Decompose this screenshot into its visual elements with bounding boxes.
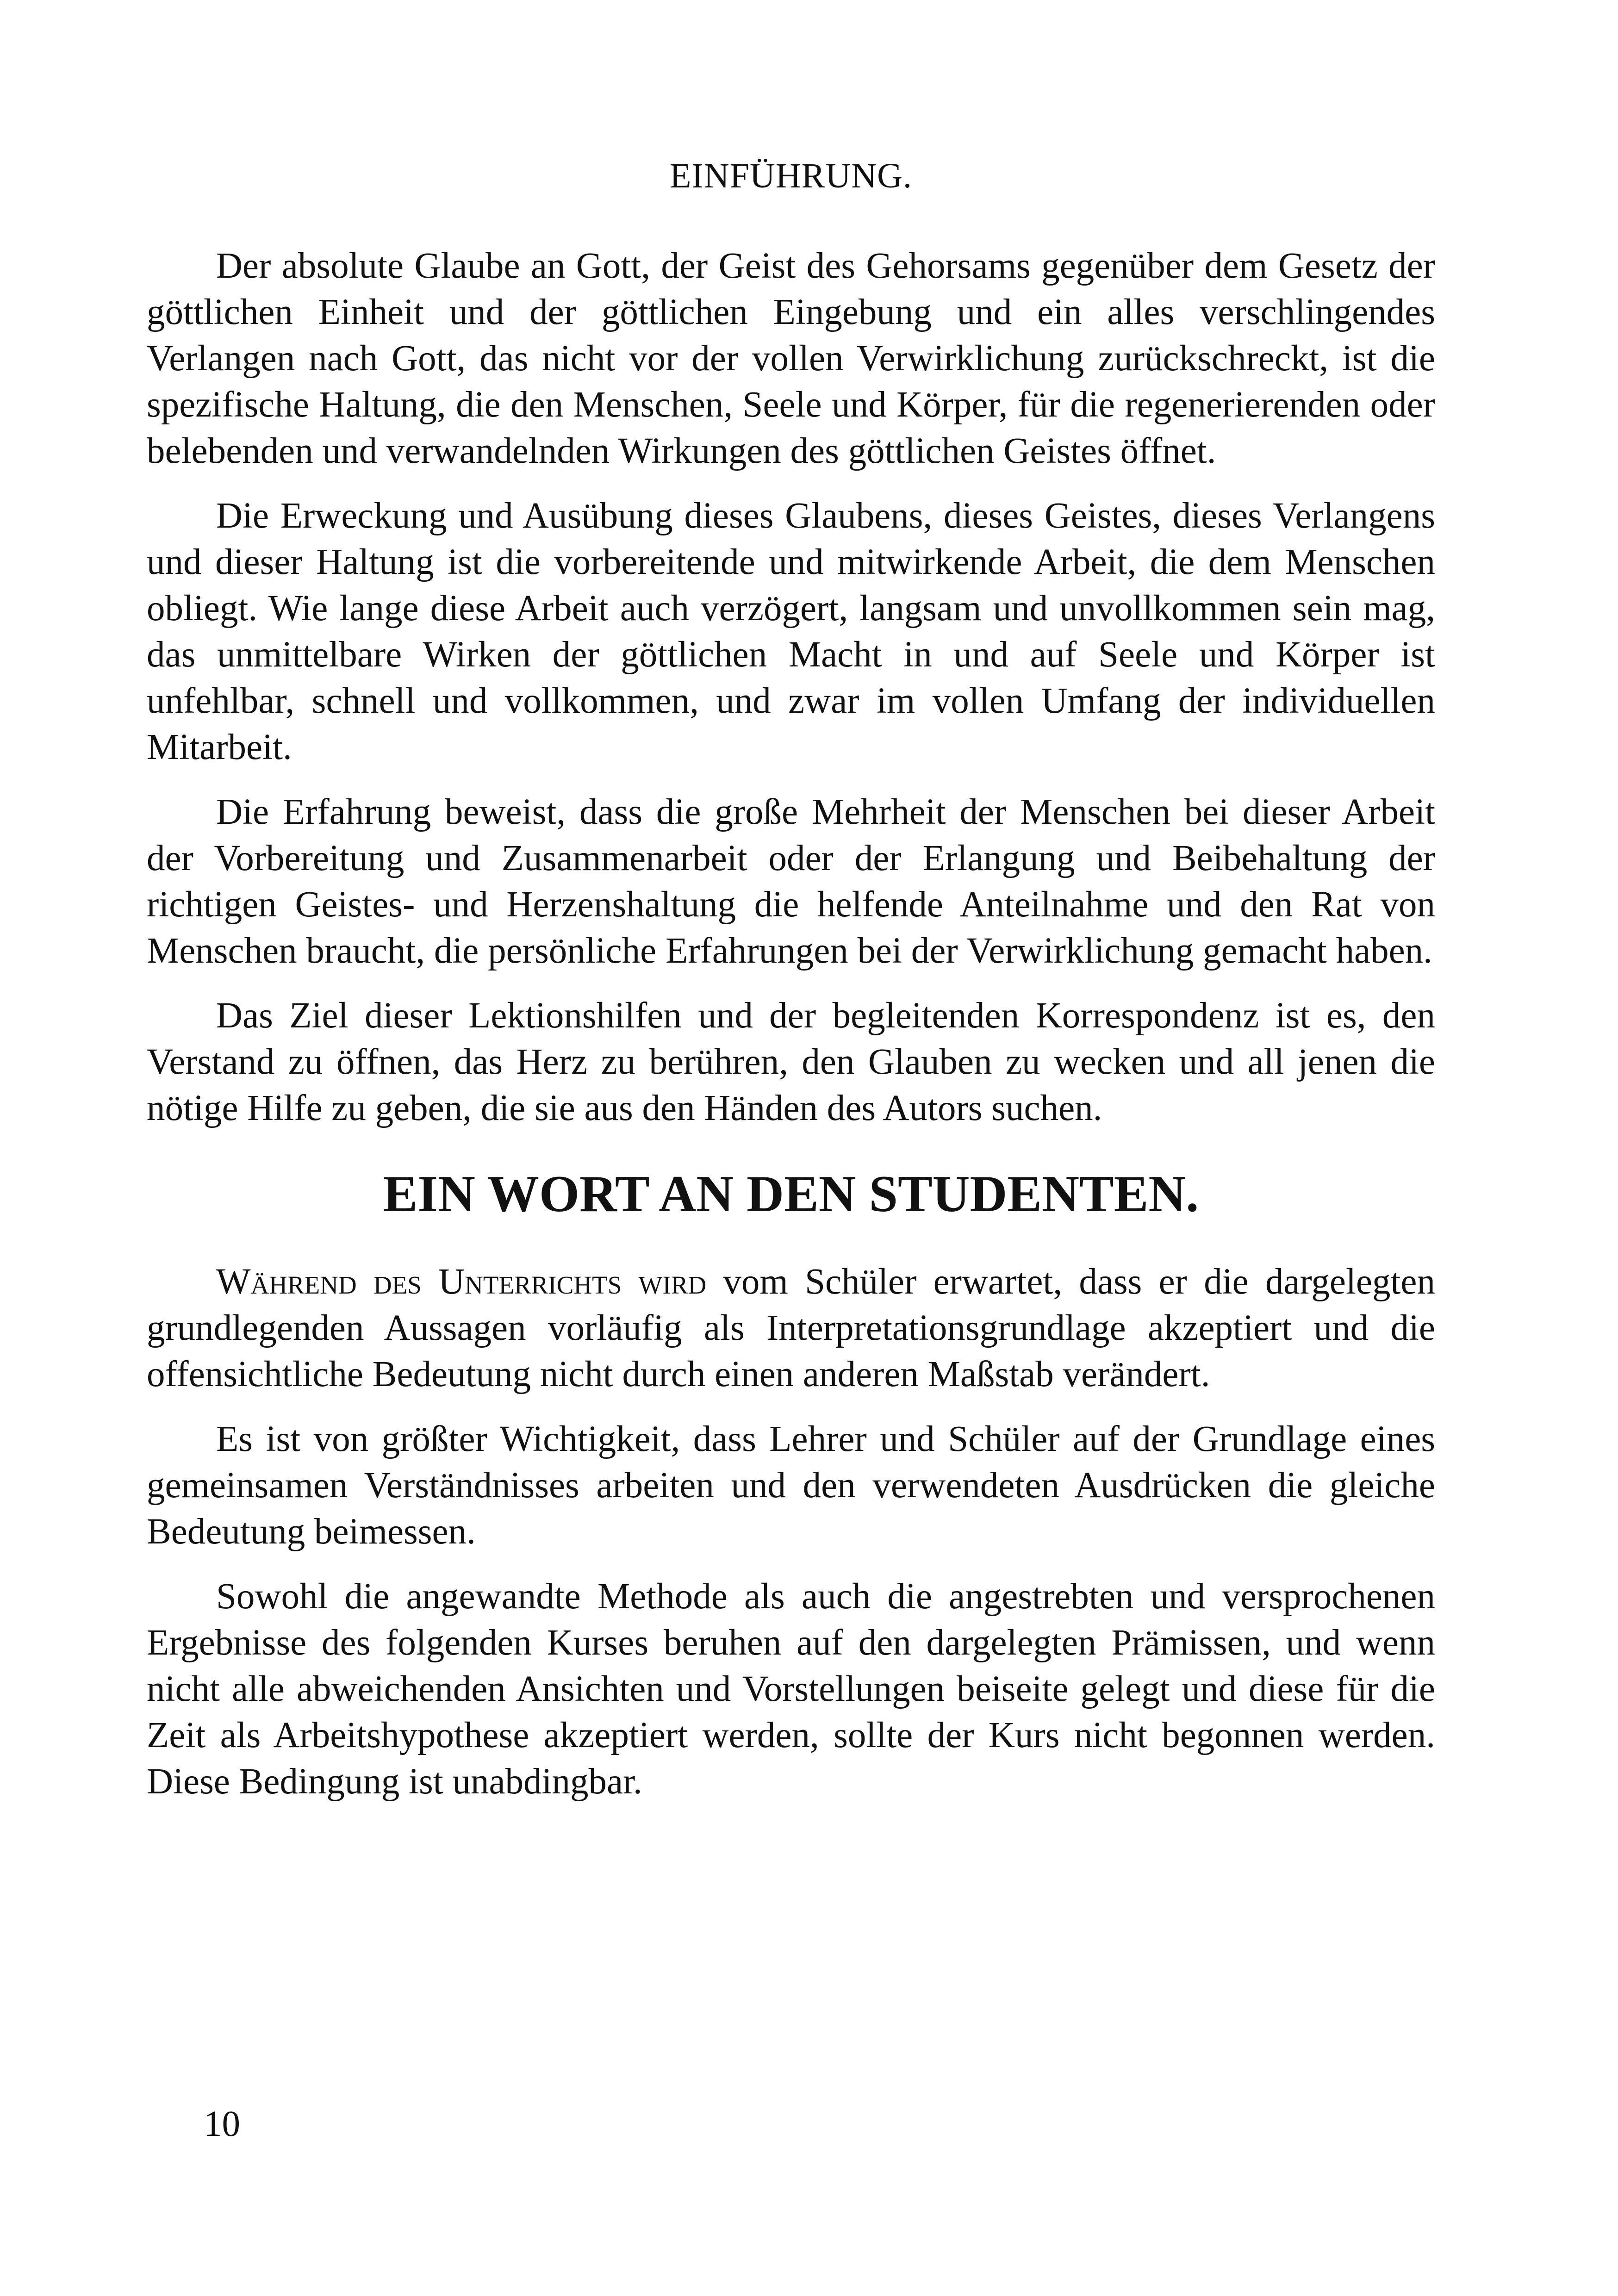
student-paragraph-1-rest: vom Schüler erwartet, dass er die dargelegten grundlegenden Aussagen vorläufig als Interpretationsgrundlage akzeptiert und die offensichtliche Bedeutung nicht durch einen anderen Maßstab verändert. bbox=[147, 1262, 1435, 1394]
student-paragraph-3: Sowohl die angewandte Methode als auch die angestrebten und versprochenen Ergebnisse des folgenden Kurses beruhen auf den dargelegten Prämissen, und wenn nicht alle abweichenden Ansichten und Vorstellungen beiseite gelegt und diese für die Zeit als Arbeitshypothese akzeptiert werden, sollte der Kurs nicht begonnen werden. Diese Bedingung ist unabdingbar. bbox=[147, 1576, 1435, 1802]
page-number: 10 bbox=[204, 2104, 240, 2144]
intro-paragraph-4: Das Ziel dieser Lektionshilfen und der begleitenden Korrespondenz ist es, den Verstand zu öffnen, das Herz zu berühren, den Glauben zu wecken und all jenen die nötige Hilfe zu geben, die sie aus den Händen des Autors suchen. bbox=[147, 996, 1435, 1128]
intro-paragraph-1: Der absolute Glaube an Gott, der Geist des Gehorsams gegenüber dem Gesetz der göttlichen Einheit und der göttlichen Eingebung und ein alles verschlingendes Verlangen nach Gott, das nicht vor der vollen Verwirklichung zurückschreckt, ist die spezifische Haltung, die den Menschen, Seele und Körper, für die regenerierenden oder belebenden und verwandelnden Wirkungen des göttlichen Geistes öffnet. bbox=[147, 246, 1435, 471]
student-paragraph-1-lead: Während des Unterrichts wird bbox=[216, 1262, 707, 1302]
student-heading: EIN WORT AN DEN STUDENTEN. bbox=[383, 1165, 1199, 1223]
intro-paragraph-3: Die Erfahrung beweist, dass die große Mehrheit der Menschen bei dieser Arbeit der Vorbereitung und Zusammenarbeit oder der Erlangung und Beibehaltung der richtigen Geistes- und Herzenshaltung die helfende Anteilnahme und den Rat von Menschen braucht, die persönliche Erfahrungen bei der Verwirklichung gemacht haben. bbox=[147, 792, 1435, 971]
text-column bbox=[147, 153, 1435, 1823]
student-paragraph-1 bbox=[147, 1259, 1435, 1398]
student-paragraph-2: Es ist von größter Wichtigkeit, dass Lehrer und Schüler auf der Grundlage eines gemeinsamen Verständnisses arbeiten und den verwendeten Ausdrücken die gleiche Bedeutung beimessen. bbox=[147, 1419, 1435, 1552]
intro-paragraph-2: Die Erweckung und Ausübung dieses Glaubens, dieses Geistes, dieses Verlangens und dieser Haltung ist die vorbereitende und mitwirkende Arbeit, die dem Menschen obliegt. Wie lange diese Arbeit auch verzögert, langsam und unvollkommen sein mag, das unmittelbare Wirken der göttlichen Macht in und auf Seele und Körper ist unfehlbar, schnell und vollkommen, und zwar im vollen Umfang der individuellen Mitarbeit. bbox=[147, 496, 1435, 767]
intro-heading: EINFÜHRUNG. bbox=[670, 156, 912, 195]
